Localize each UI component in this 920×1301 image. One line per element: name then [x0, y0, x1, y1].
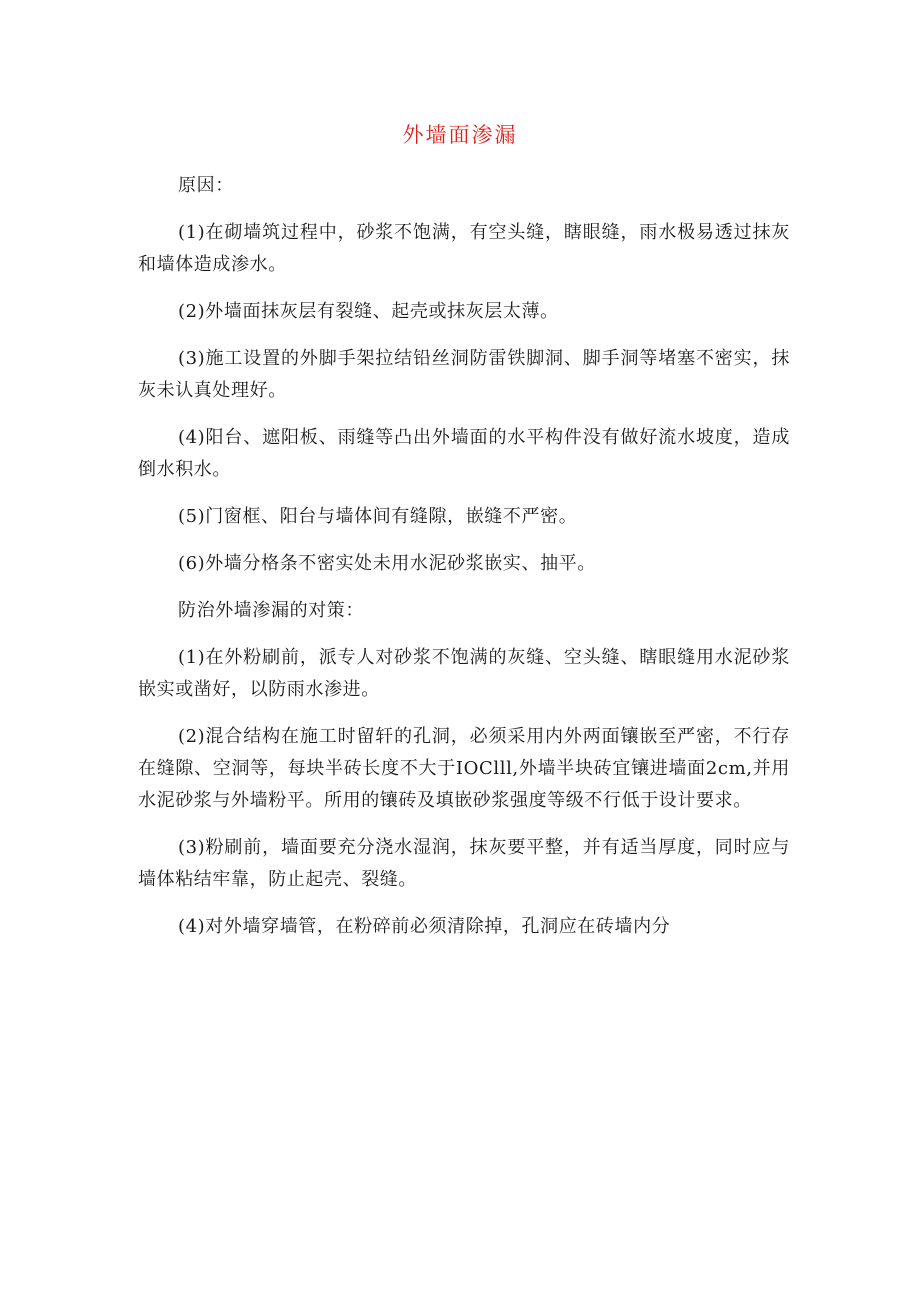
paragraph-measure-3: (3)粉刷前，墙面要充分浇水湿润，抹灰要平整，并有适当厚度，同时应与墙体粘结牢靠，防止起壳、裂缝。 — [138, 837, 790, 890]
paragraph-cause-3: (3)施工设置的外脚手架拉结铅丝洞防雷铁脚洞、脚手洞等堵塞不密实，抹灰未认真处理好。 — [138, 348, 790, 401]
paragraph-cause-1: (1)在砌墙筑过程中，砂浆不饱满，有空头缝，瞎眼缝，雨水极易透过抹灰和墙体造成渗水。 — [138, 222, 790, 275]
document-body — [138, 170, 790, 958]
paragraph-measure-1: (1)在外粉刷前，派专人对砂浆不饱满的灰缝、空头缝、瞎眼缝用水泥砂浆嵌实或凿好，以防雨水渗进。 — [138, 647, 790, 700]
paragraph-measure-2: (2)混合结构在施工时留轩的孔洞，必须采用内外两面镶嵌至严密，不行存在缝隙、空洞等，每块半砖长度不大于IOClll,外墙半块砖宜镶进墙面2cm,并用水泥砂浆与外墙粉平。所用的镶砖及填嵌砂浆强度等级不行低于设计要求。 — [138, 726, 790, 811]
paragraph-measure-4: (4)对外墙穿墙管，在粉碎前必须清除掉，孔洞应在砖墙内分 — [178, 916, 671, 937]
paragraph-measures-heading: 防治外墙渗漏的对策： — [178, 600, 364, 621]
paragraph-cause-5: (5)门窗框、阳台与墙体间有缝隙，嵌缝不严密。 — [178, 506, 578, 527]
paragraph-cause-4: (4)阳台、遮阳板、雨缝等凸出外墙面的水平构件没有做好流水坡度，造成倒水积水。 — [138, 427, 790, 480]
paragraph-cause-2: (2)外墙面抹灰层有裂缝、起壳或抹灰层太薄。 — [178, 301, 559, 322]
paragraph-cause-6: (6)外墙分格条不密实处未用水泥砂浆嵌实、抽平。 — [178, 553, 596, 574]
paragraph-causes-heading: 原因： — [178, 175, 234, 196]
document-title: 外墙面渗漏 — [402, 123, 518, 147]
